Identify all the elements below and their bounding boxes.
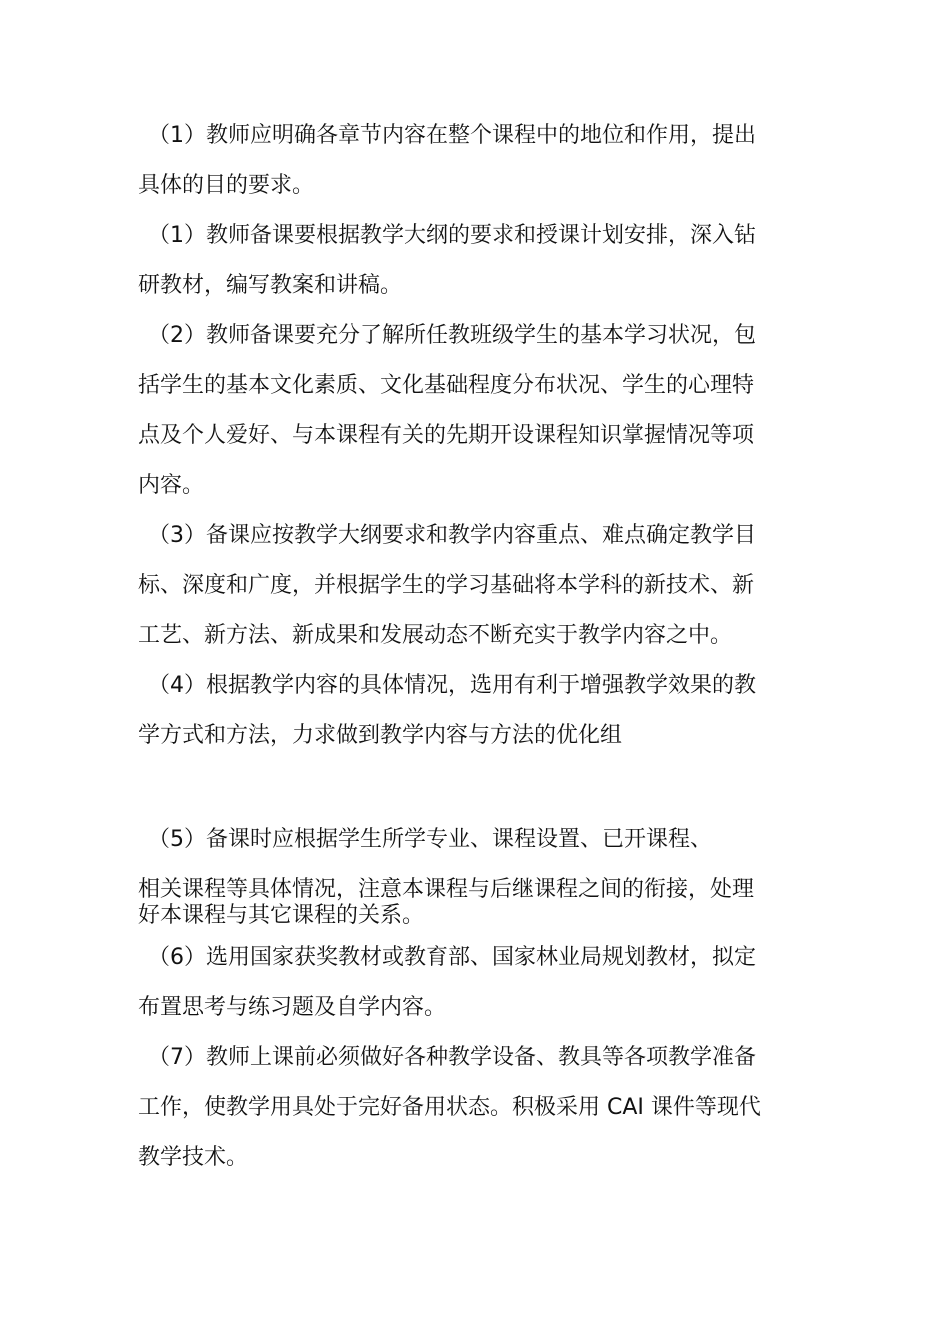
para-3-line-4: 内容。 <box>138 473 205 498</box>
para-3-line-3: 点及个人爱好、与本课程有关的先期开设课程知识掌握情况等项 <box>138 423 755 448</box>
para-2-line-1: （1）教师备课要根据教学大纲的要求和授课计划安排，深入钻 <box>148 223 756 248</box>
para-8-line-2: 工作，使教学用具处于完好备用状态。积极采用 CAI 课件等现代 <box>138 1095 761 1120</box>
para-7-line-1: （6）选用国家获奖教材或教育部、国家林业局规划教材，拟定 <box>148 945 756 970</box>
para-8-line-1: （7）教师上课前必须做好各种教学设备、教具等各项教学准备 <box>148 1045 756 1070</box>
para-3-line-2: 括学生的基本文化素质、文化基础程度分布状况、学生的心理特 <box>138 373 755 398</box>
para-5-line-1: （4）根据教学内容的具体情况，选用有利于增强教学效果的教 <box>148 673 756 698</box>
para-7-line-2: 布置思考与练习题及自学内容。 <box>138 995 447 1020</box>
para-6-line-2: 相关课程等具体情况，注意本课程与后继课程之间的衔接，处理 <box>138 877 755 902</box>
para-6-line-1: （5）备课时应根据学生所学专业、课程设置、已开课程、 <box>148 827 712 852</box>
para-4-line-1: （3）备课应按教学大纲要求和教学内容重点、难点确定教学目 <box>148 523 756 548</box>
para-2-line-2: 研教材，编写教案和讲稿。 <box>138 273 403 298</box>
para-5-line-2: 学方式和方法，力求做到教学内容与方法的优化组 <box>138 723 623 748</box>
para-1-line-1: （1）教师应明确各章节内容在整个课程中的地位和作用，提出 <box>148 123 756 148</box>
para-8-line-3: 教学技术。 <box>138 1145 249 1170</box>
para-3-line-1: （2）教师备课要充分了解所任教班级学生的基本学习状况，包 <box>148 323 756 348</box>
para-4-line-2: 标、深度和广度，并根据学生的学习基础将本学科的新技术、新 <box>138 573 755 598</box>
para-6-line-3: 好本课程与其它课程的关系。 <box>138 903 425 928</box>
para-1-line-2: 具体的目的要求。 <box>138 173 315 198</box>
para-4-line-3: 工艺、新方法、新成果和发展动态不断充实于教学内容之中。 <box>138 623 733 648</box>
